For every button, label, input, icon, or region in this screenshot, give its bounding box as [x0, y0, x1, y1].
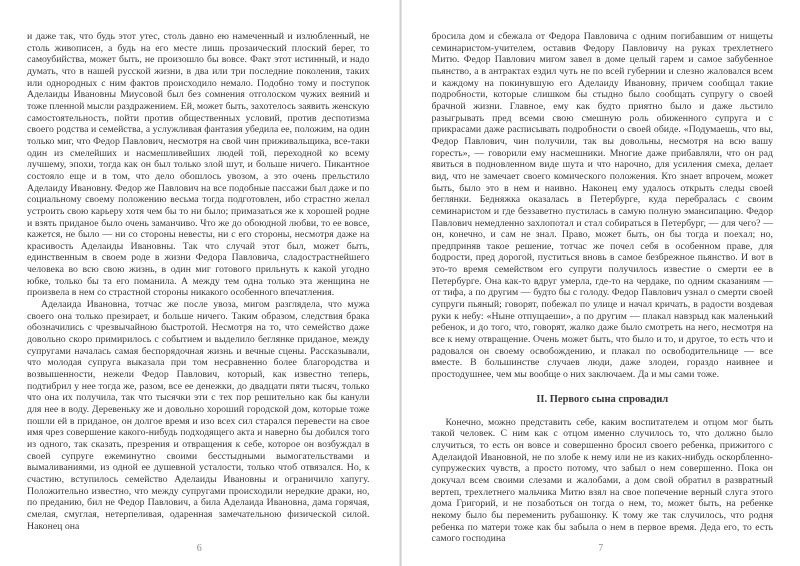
- page-right: [402, 0, 800, 566]
- section-heading: II. Первого сына спровадил: [536, 393, 669, 405]
- page-right-text-block: [432, 31, 774, 545]
- paragraph: Конечно, можно представить себе, каким воспитателем и отцом мог быть такой человек. С ним как с отцом именно случилось то, что должно было случиться, то есть он вовсе и совершенно бросил своего ребенка, прижитого с Аделаидой Ивановной, не по злобе к нему или не из каких-нибудь оскорбленно-супружеских чувств, а просто потому, что забыл о нем совершенно. Пока он докучал всем своими слезами и жалобами, а дом свой обратил в развратный вертеп, трехлетнего мальчика Митю взял на свое попечение верный слуга этого дома Григорий, и не позаботься он тогда о нем, то, может быть, на ребенке некому было бы переменить рубашонку. К тому же так случилось, что родня ребенка по матери тоже как бы забыла о нем в первое время. Деда его, то есть самого господина: [431, 416, 773, 545]
- paragraph: и даже так, что будь этот утес, столь давно ею намеченный и излюбленный, не столь живописен, а будь на его месте лишь прозаический плоский берег, то самоубийства, может быть, не произошло бы вовсе. Факт этот истинный, и надо думать, что в нашей русской жизни, в два или три последние поколения, таких или однородных с ним фактов происходило немало. Подобно тому и поступок Аделаиды Ивановны Миусовой был без сомнения отголоском чужих веяний и тоже пленной мысли раздражением. Ей, может быть, захотелось заявить женскую самостоятельность, пойти против общественных условий, против деспотизма своего родства и семейства, а услужливая фантазия убедила ее, положим, на один только миг, что Федор Павлович, несмотря на свой чин приживальщика, все-таки один из смелейших и насмешливейших людей той, переходной ко всему лучшему, эпохи, тогда как он был только злой шут, и больше ничего. Пикантное состояло еще и в том, что дело обошлось увозом, а это очень прельстило Аделаиду Ивановну. Федор же Павлович на все подобные пассажи был даже и по социальному своему положению весьма тогда подготовлен, ибо страстно желал устроить свою карьеру хотя чем бы то ни было; примазаться же к хорошей родне и взять приданое было очень заманчиво. Что же до обоюдной любви, то ее вовсе, кажется, не было — ни со стороны невесты, ни с его стороны, несмотря даже на красивость Аделаиды Ивановны. Так что случай этот был, может быть, единственным в своем роде в жизни Федора Павловича, сладострастнейшего человека во всю свою жизнь, в один миг готового прильнуть к какой угодно юбке, только бы та его поманила. А между тем одна только эта женщина не произвела в нем со страстной стороны никакого особенного впечатления.: [27, 31, 370, 299]
- page-number-left: 6: [196, 543, 202, 554]
- page-left: [0, 0, 399, 566]
- page-number-right: 7: [598, 543, 604, 554]
- page-left-text-block: [27, 31, 370, 532]
- paragraph: Аделаида Ивановна, тотчас же после увоза, мигом разглядела, что мужа своего она только презирает, и больше ничего. Таким образом, следствия брака обозначились с чрезвычайною быстротой. Несмотря на то, что семейство даже довольно скоро примирилось с событием и выделило беглянке приданое, между супругами началась самая беспорядочная жизнь и вечные сцены. Рассказывали, что молодая супруга выказала при том несравненно более благородства и возвышенности, нежели Федор Павлович, который, как известно теперь, подтибрил у нее тогда же, разом, все ее денежки, до двадцати пяти тысяч, только что она их получила, так что тысячки эти с тех пор решительно как бы канули для нее в воду. Деревеньку же и довольно хороший городской дом, которые тоже пошли ей в приданое, он долгое время и изо всех сил старался перевести на свое имя чрез совершение какого-нибудь подходящего акта и наверно бы добился того из одного, так сказать, презрения и отвращения к себе, которое он возбуждал в своей супруге ежеминутно своими бесстыдными вымогательствами и вымаливаниями, из одной ее душевной усталости, только чтоб отвязался. Но, к счастию, вступилось семейство Аделаиды Ивановны и ограничило хапугу. Положительно известно, что между супругами происходили нередкие драки, но, по преданию, бил не Федор Павлович, а била Аделаида Ивановна, дама горячая, смелая, смуглая, нетерпеливая, одаренная замечательною физической силой. Наконец она: [27, 299, 370, 532]
- paragraph: бросила дом и сбежала от Федора Павловича с одним погибавшим от нищеты семинаристом-учителем, оставив Федору Павловичу на руках трехлетнего Митю. Федор Павлович мигом завел в доме целый гарем и самое забубенное пьянство, а в антрактах ездил чуть не по всей губернии и слезно жаловался всем и каждому на покинувшую его Аделаиду Ивановну, причем сообщал такие подробности, которые слишком бы стыдно было сообщать супругу о своей брачной жизни. Главное, ему как будто приятно было и даже льстило разыгрывать пред всеми свою смешную роль обиженного супруга и с прикрасами даже расписывать подробности о своей обиде. «Подумаешь, что вы, Федор Павлович, чин получили, так вы довольны, несмотря на всю вашу горесть», — говорили ему насмешники. Многие даже прибавляли, что он рад явиться в подновленном виде шута и что нарочно, для усиления смеха, делает вид, что не замечает своего комического положения. Кто знает впрочем, может быть, было это в нем и наивно. Наконец ему удалось открыть следы своей беглянки. Бедняжка оказалась в Петербурге, куда перебралась с своим семинаристом и где беззаветно пустилась в самую полную эмансипацию. Федор Павлович немедленно захлопотал и стал собираться в Петербург, — для чего? — он, конечно, и сам не знал. Право, может быть, он бы тогда и поехал; но, предприняв такое решение, тотчас же почел себя в особенном праве, для бодрости, пред дорогой, пуститься вновь в самое безбрежное пьянство. И вот в это-то время семейством его супруги получилось известие о смерти ее в Петербурге. Она как-то вдруг умерла, где-то на чердаке, по одним сказаниям — от тифа, а по другим — будто бы с голоду. Федор Павлович узнал о смерти своей супруги пьяный; говорят, побежал по улице и начал кричать, в радости воздевая руки к небу: «Ныне отпущаеши», а по другим — плакал навзрыд как маленький ребенок, и до того, что, говорят, жалко даже было смотреть на него, несмотря на все к нему отвращение. Очень может быть, что было и то, и другое, то есть что и радовался он своему освобождению, и плакал по освободительнице — все вместе. В большинстве случаев люди, даже злодеи, гораздо наивнее и простодушнее, чем мы вообще о них заключаем. Да и мы сами тоже.: [431, 31, 773, 381]
